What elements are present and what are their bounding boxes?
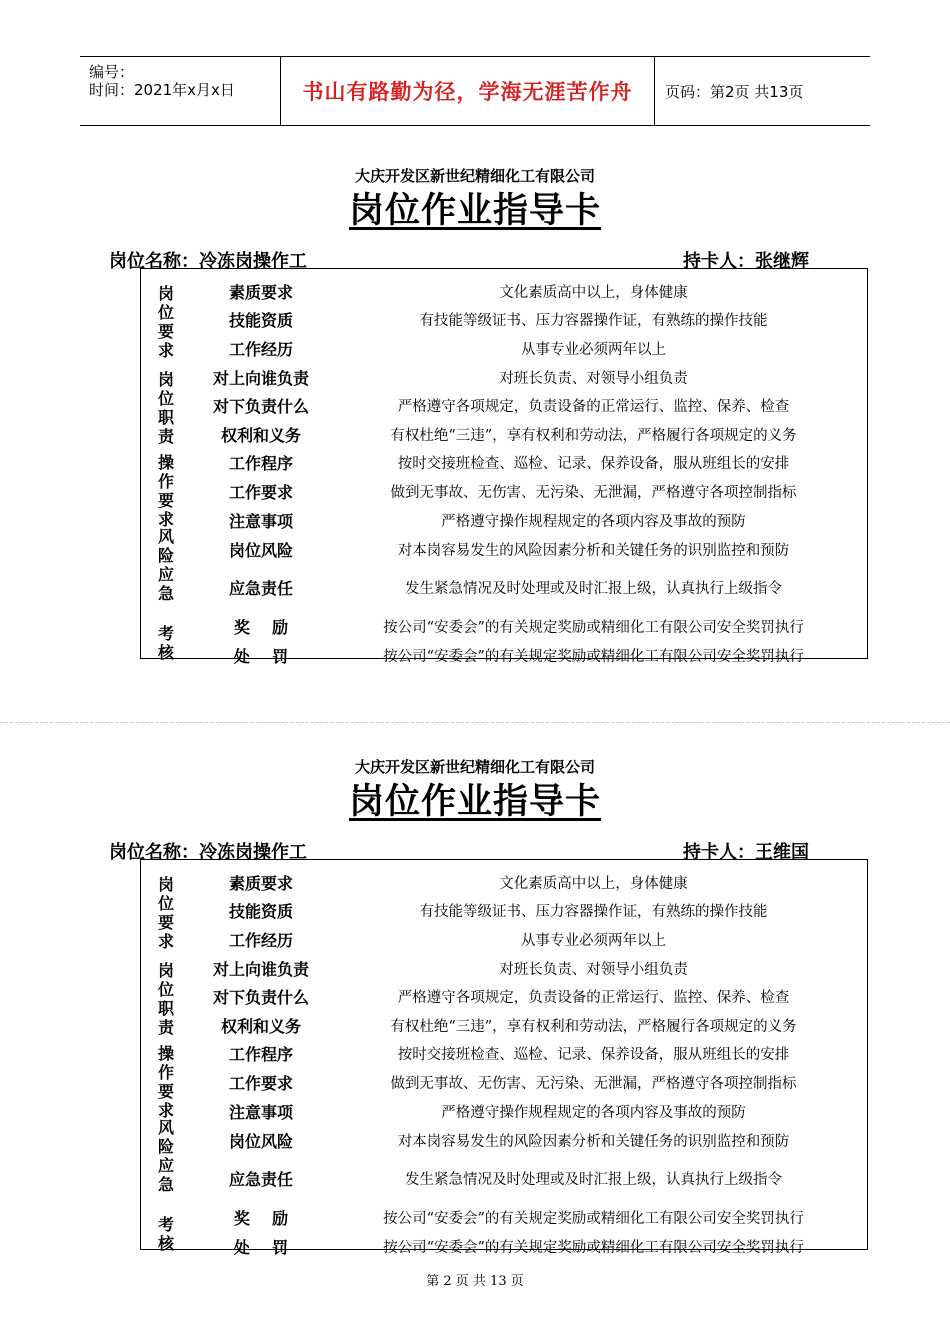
- card-title: [0, 774, 950, 824]
- row-value: 按时交接班检查、巡检、记录、保养设备，服从班组长的安排: [397, 1047, 790, 1063]
- group-label: 岗 位 要 求: [157, 874, 174, 951]
- row-label: 工作程序: [228, 1045, 293, 1064]
- row-value: 严格遵守操作规程规定的各项内容及事故的预防: [441, 1105, 746, 1121]
- row-label: 对下负责什么: [212, 397, 309, 416]
- row-label: 注意事项: [228, 1103, 293, 1122]
- row-value: 按公司“安委会”的有关规定奖励或精细化工有限公司安全奖罚执行: [383, 1240, 804, 1256]
- group-label: 操 作 要 求: [157, 1044, 174, 1120]
- row-label: 对下负责什么: [212, 988, 309, 1007]
- row-value: 有权杜绝“三违”，享有权利和劳动法，严格履行各项规定的义务: [390, 428, 797, 444]
- page-info: 页码：第2页 共13页: [665, 82, 804, 101]
- row-label: 应急责任: [228, 579, 293, 598]
- row-value: 从事专业必须两年以上: [521, 933, 666, 949]
- row-label: 工作经历: [228, 340, 293, 359]
- row-value: 按公司“安委会”的有关规定奖励或精细化工有限公司安全奖罚执行: [383, 1211, 804, 1227]
- row-label: 工作经历: [228, 931, 293, 950]
- group-label: 岗 位 要 求: [157, 283, 174, 360]
- row-value: 做到无事故、无伤害、无污染、无泄漏，严格遵守各项控制指标: [390, 1076, 797, 1092]
- doc-number-label: 编号：: [89, 63, 135, 81]
- row-value: 有技能等级证书、压力容器操作证，有熟练的操作技能: [419, 904, 768, 920]
- row-label: 素质要求: [228, 874, 293, 893]
- card-holder: 持卡人：张继辉: [683, 251, 809, 272]
- header-meta: [80, 57, 281, 125]
- row-value: 严格遵守各项规定，负责设备的正常运行、监控、保养、检查: [397, 399, 790, 415]
- group-label: 操 作 要 求: [157, 453, 174, 529]
- header-motto-cell: [281, 57, 655, 125]
- header-page-cell: [655, 57, 870, 125]
- position-name: 岗位名称：冷冻岗操作工: [109, 842, 307, 863]
- row-value: 按公司“安委会”的有关规定奖励或精细化工有限公司安全奖罚执行: [383, 620, 804, 636]
- row-label: 权利和义务: [220, 426, 301, 445]
- card-holder: 持卡人：王维国: [683, 842, 809, 863]
- row-value: 从事专业必须两年以上: [521, 342, 666, 358]
- row-label: 处 罚: [233, 647, 289, 666]
- company-name: 大庆开发区新世纪精细化工有限公司: [354, 758, 595, 776]
- card-title: [0, 183, 950, 233]
- row-label: 处 罚: [233, 1238, 289, 1257]
- group-label: 考 核: [157, 623, 174, 662]
- row-label: 对上向谁负责: [212, 960, 309, 979]
- card-table: [140, 859, 868, 1257]
- row-value: 对班长负责、对领导小组负责: [499, 962, 688, 978]
- row-value: 按公司“安委会”的有关规定奖励或精细化工有限公司安全奖罚执行: [383, 649, 804, 665]
- row-label: 技能资质: [228, 311, 293, 330]
- group-label: 风 险 应 急: [157, 1118, 174, 1194]
- row-value: 有权杜绝“三违”，享有权利和劳动法，严格履行各项规定的义务: [390, 1019, 797, 1035]
- page-header: [80, 56, 870, 126]
- row-value: 有技能等级证书、压力容器操作证，有熟练的操作技能: [419, 313, 768, 329]
- company-name: 大庆开发区新世纪精细化工有限公司: [354, 167, 595, 185]
- group-label: 岗 位 职 责: [157, 369, 174, 446]
- row-value: 按时交接班检查、巡检、记录、保养设备，服从班组长的安排: [397, 456, 790, 472]
- row-value: 做到无事故、无伤害、无污染、无泄漏，严格遵守各项控制指标: [390, 485, 797, 501]
- row-label: 奖 励: [233, 1209, 289, 1228]
- card-divider: [0, 722, 950, 723]
- row-label: 技能资质: [228, 902, 293, 921]
- row-value: 严格遵守操作规程规定的各项内容及事故的预防: [441, 514, 746, 530]
- row-value: 对本岗容易发生的风险因素分析和关键任务的识别监控和预防: [397, 543, 790, 559]
- row-label: 工作程序: [228, 454, 293, 473]
- card-title-text: 岗位作业指导卡: [348, 191, 601, 231]
- group-label: 考 核: [157, 1214, 174, 1253]
- group-label: 风 险 应 急: [157, 527, 174, 603]
- row-label: 工作要求: [228, 483, 293, 502]
- row-value: 对班长负责、对领导小组负责: [499, 371, 688, 387]
- row-label: 注意事项: [228, 512, 293, 531]
- row-value: 文化素质高中以上，身体健康: [499, 876, 688, 892]
- row-label: 应急责任: [228, 1170, 293, 1189]
- row-label: 奖 励: [233, 618, 289, 637]
- position-name: 岗位名称：冷冻岗操作工: [109, 251, 307, 272]
- row-value: 严格遵守各项规定，负责设备的正常运行、监控、保养、检查: [397, 990, 790, 1006]
- page-footer: 第 2 页 共 13 页: [426, 1274, 524, 1289]
- row-label: 素质要求: [228, 283, 293, 302]
- card-table: [140, 268, 868, 666]
- row-value: 对本岗容易发生的风险因素分析和关键任务的识别监控和预防: [397, 1134, 790, 1150]
- row-label: 岗位风险: [228, 541, 293, 560]
- time-label: 时间：2021年x月x日: [89, 81, 235, 99]
- motto: 书山有路勤为径，学海无涯苦作舟: [302, 80, 633, 104]
- row-label: 岗位风险: [228, 1132, 293, 1151]
- row-label: 权利和义务: [220, 1017, 301, 1036]
- row-value: 发生紧急情况及时处理或及时汇报上级，认真执行上级指令: [405, 1172, 782, 1188]
- group-label: 岗 位 职 责: [157, 960, 174, 1037]
- row-label: 工作要求: [228, 1074, 293, 1093]
- row-label: 对上向谁负责: [212, 369, 309, 388]
- row-value: 文化素质高中以上，身体健康: [499, 285, 688, 301]
- card-title-text: 岗位作业指导卡: [348, 782, 601, 822]
- row-value: 发生紧急情况及时处理或及时汇报上级，认真执行上级指令: [405, 581, 782, 597]
